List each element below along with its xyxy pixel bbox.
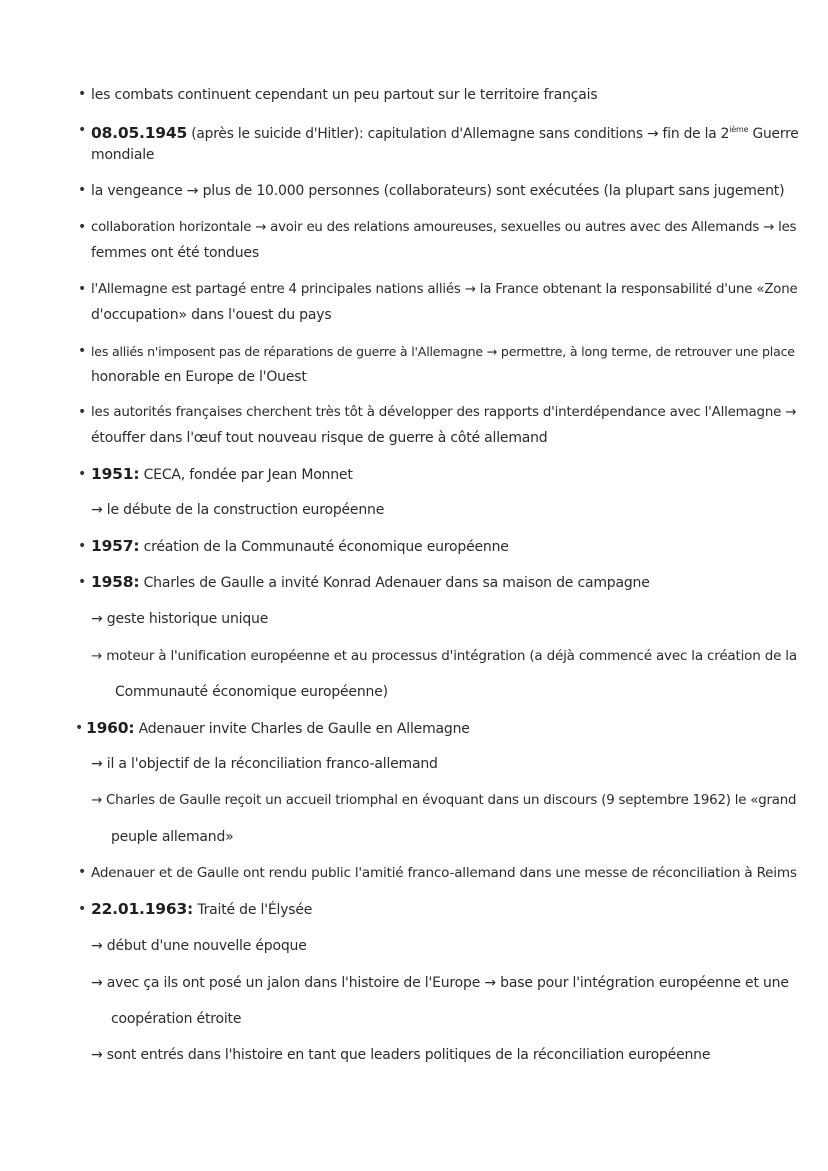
bullet: • [78,901,87,917]
list-item-continuation: femmes ont été tondues [91,245,259,261]
list-item-continuation: étouffer dans l'œuf tout nouveau risque de guerre à côté allemand [91,430,548,446]
list-item [91,537,788,556]
item-text: CECA, fondée par Jean Monnet [139,467,353,483]
superscript: ième [729,125,749,134]
date-label: 08.05.1945 [91,124,188,142]
bullet: • [78,219,87,235]
bullet: • [78,86,87,102]
list-item-continuation: d'occupation» dans l'ouest du pays [91,307,332,323]
arrow-item: → le débute de la construction européenne [91,502,385,518]
arrow-item: → avec ça ils ont posé un jalon dans l'histoire de l'Europe → base pour l'intégration européenne et une [91,975,789,991]
item-text: Adenauer invite Charles de Gaulle en Allemagne [134,721,470,737]
bullet: • [78,538,87,554]
list-item: les autorités françaises cherchent très tôt à développer des rapports d'interdépendance avec l'Allemagne → [91,405,797,420]
item-text: Guerre [748,126,799,142]
arrow-item: → Charles de Gaulle reçoit un accueil triomphal en évoquant dans un discours (9 septembre 1962) le «grand [91,793,797,808]
list-item [91,900,788,919]
arrow-item: → il a l'objectif de la réconciliation franco-allemand [91,756,438,772]
bullet: • [78,343,87,359]
bullet: • [78,466,87,482]
list-item [91,573,788,592]
arrow-item-continuation: peuple allemand» [111,829,234,845]
bullet: • [78,281,87,297]
bullet: • [78,574,87,590]
list-item: Adenauer et de Gaulle ont rendu public l'amitié franco-allemand dans une messe de réconciliation à Reims [91,865,797,881]
item-text: Charles de Gaulle a invité Konrad Adenauer dans sa maison de campagne [139,575,650,591]
item-text: (après le suicide d'Hitler): capitulation d'Allemagne sans conditions → fin de la 2 [187,126,730,142]
list-item [91,121,799,143]
bullet: • [78,182,87,198]
item-text: création de la Communauté économique européenne [139,539,509,555]
item-text: Traité de l'Élysée [193,902,313,918]
date-label: 1960: [86,719,135,737]
list-item: les combats continuent cependant un peu partout sur le territoire français [91,87,598,103]
list-item: les alliés n'imposent pas de réparations de guerre à l'Allemagne → permettre, à long terme, de retrouver une place [91,344,795,359]
date-label: 1951: [91,465,140,483]
date-label: 1957: [91,537,140,555]
arrow-item: → sont entrés dans l'histoire en tant que leaders politiques de la réconciliation européenne [91,1047,711,1063]
list-item [86,719,788,738]
arrow-item: → geste historique unique [91,611,269,627]
list-item-continuation: honorable en Europe de l'Ouest [91,369,307,385]
date-label: 1958: [91,573,140,591]
bullet: • [78,404,87,420]
arrow-item-continuation: Communauté économique européenne) [115,684,388,700]
bullet: • [78,864,87,880]
list-item: la vengeance → plus de 10.000 personnes (collaborateurs) sont exécutées (la plupart sans jugement) [91,183,785,199]
arrow-item: → moteur à l'unification européenne et au processus d'intégration (a déjà commencé avec la création de la [91,648,797,664]
bullet: • [75,720,84,736]
list-item: collaboration horizontale → avoir eu des relations amoureuses, sexuelles ou autres avec des Allemands → les [91,220,797,235]
arrow-item: → début d'une nouvelle époque [91,938,307,954]
list-item-continuation: mondiale [91,147,155,163]
bullet: • [78,122,87,138]
list-item [91,465,788,484]
arrow-item-continuation: coopération étroite [111,1011,242,1027]
date-label: 22.01.1963: [91,900,194,918]
list-item: l'Allemagne est partagé entre 4 principales nations alliés → la France obtenant la responsabilité d'une «Zone [91,282,798,297]
